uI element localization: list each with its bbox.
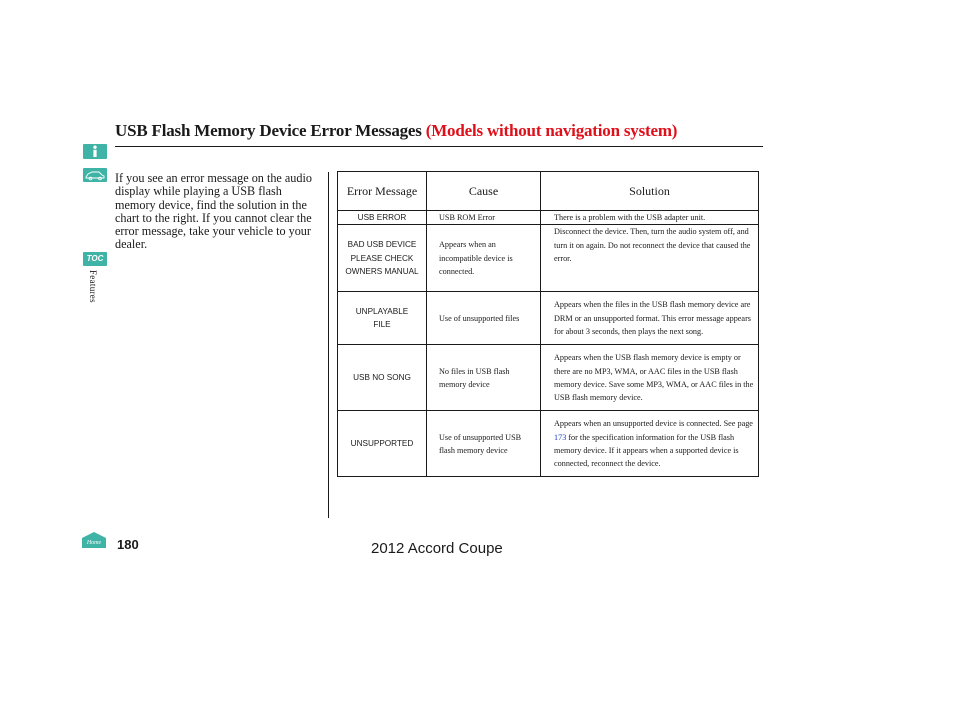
solution-text-after: for the specification information for the USB flash memory device. If it appears when a supported device is connected, reconnect the device.: [554, 432, 739, 469]
header-cause: Cause: [427, 172, 541, 211]
cause-cell: Use of unsupported files: [427, 292, 541, 345]
table-header-row: [338, 172, 759, 211]
solution-cell: There is a problem with the USB adapter unit.: [541, 211, 759, 225]
table-row: [338, 345, 759, 411]
page-number: 180: [117, 537, 139, 552]
error-message-cell: UNPLAYABLE FILE: [338, 292, 427, 345]
column-divider: [328, 172, 329, 518]
car-icon[interactable]: [83, 168, 107, 182]
cause-cell: Appears when an incompatible device is connected.: [427, 225, 541, 292]
error-table: [337, 171, 759, 477]
table-row: [338, 411, 759, 477]
footer-model: 2012 Accord Coupe: [371, 540, 503, 557]
error-message-cell: USB ERROR: [338, 211, 427, 225]
toc-icon[interactable]: TOC: [83, 252, 107, 266]
solution-cell: Disconnect the device. Then, turn the audio system off, and turn it on again. Do not reconnect the device that caused the error.: [541, 225, 759, 292]
info-icon[interactable]: [83, 144, 107, 159]
solution-text-before: Appears when an unsupported device is connected. See page: [554, 419, 753, 429]
header-error-message: Error Message: [338, 172, 427, 211]
page-reference-link[interactable]: 173: [554, 432, 567, 442]
title-main: USB Flash Memory Device Error Messages: [115, 121, 422, 140]
cause-cell: Use of unsupported USB flash memory device: [427, 411, 541, 477]
table-row: [338, 225, 759, 292]
page-title: [115, 121, 765, 141]
solution-cell: [541, 411, 759, 477]
home-icon[interactable]: [81, 531, 107, 549]
section-label: Features: [88, 270, 98, 303]
error-message-cell: UNSUPPORTED: [338, 411, 427, 477]
solution-cell: Appears when the USB flash memory device is empty or there are no MP3, WMA, or AAC files in the USB flash memory device. Save some MP3, WMA, or AAC files in the USB flash memory device.: [541, 345, 759, 411]
error-message-cell: USB NO SONG: [338, 345, 427, 411]
header-solution: Solution: [541, 172, 759, 211]
solution-cell: Appears when the files in the USB flash memory device are DRM or an unsupported format. This error message appears for about 3 seconds, then plays the next song.: [541, 292, 759, 345]
table-row: [338, 211, 759, 225]
table-row: [338, 292, 759, 345]
home-label: Home: [86, 540, 102, 546]
error-message-cell: BAD USB DEVICE PLEASE CHECK OWNERS MANUAL: [338, 225, 427, 292]
cause-cell: USB ROM Error: [427, 211, 541, 225]
intro-paragraph: If you see an error message on the audio display while playing a USB flash memory device, find the solution in the chart to the right. If you cannot clear the error message, take your vehicle to your dealer.: [115, 171, 312, 252]
cause-cell: No files in USB flash memory device: [427, 345, 541, 411]
title-subtitle: (Models without navigation system): [425, 121, 678, 140]
title-rule: [115, 146, 763, 147]
